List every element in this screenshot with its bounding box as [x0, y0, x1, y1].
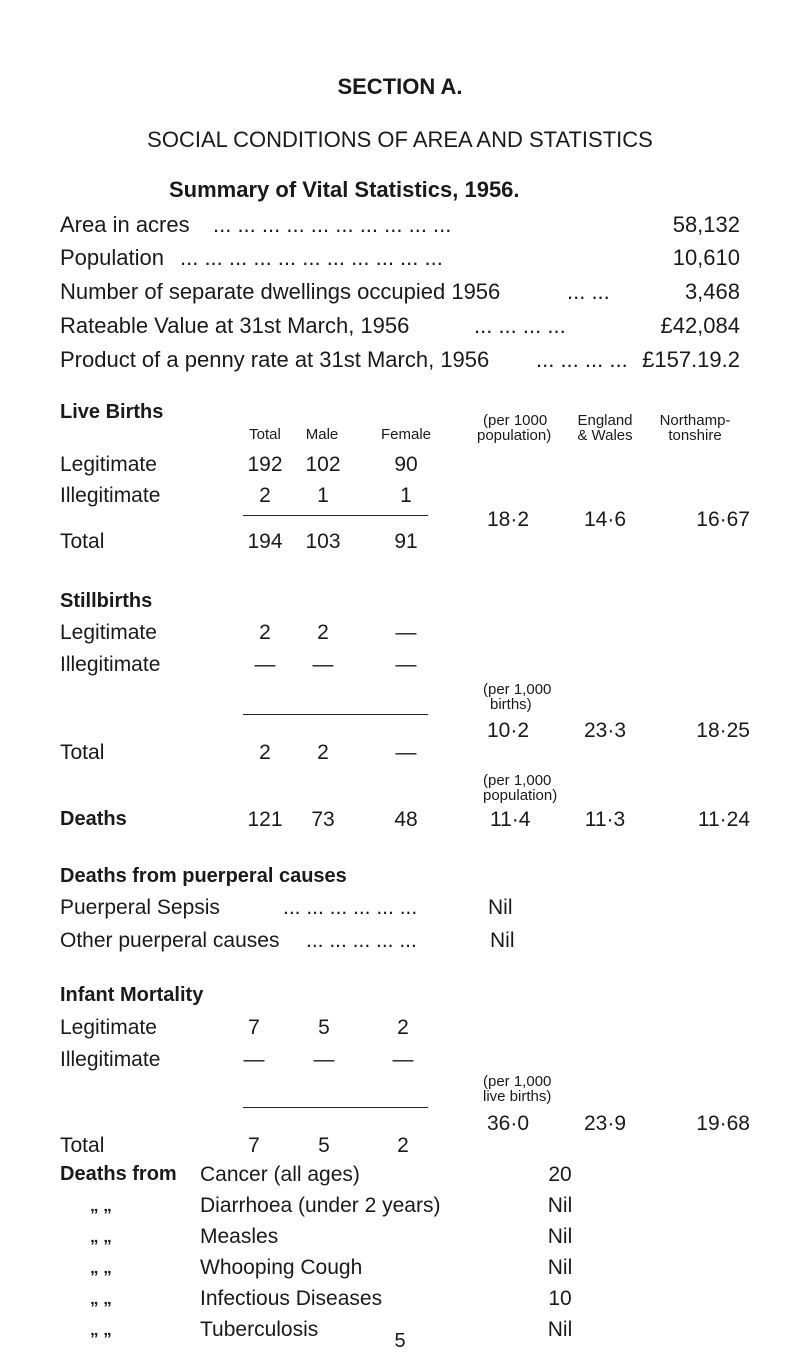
cause-value: Nil: [547, 1318, 573, 1341]
leader-dots: ... ...: [567, 279, 610, 304]
puerperal-heading: Deaths from puerperal causes: [60, 865, 347, 887]
row-label-legitimate: Legitimate: [60, 1016, 157, 1039]
row-label-total: Total: [60, 530, 105, 553]
summary-value-penny-rate: £157.19.2: [642, 347, 740, 372]
summary-title: Summary of Vital Statistics, 1956.: [169, 177, 520, 202]
cause-value: Nil: [547, 1194, 573, 1217]
rate-note-line2: population): [483, 787, 558, 804]
cell-female: 1: [400, 484, 412, 507]
cell-total: 7: [248, 1016, 260, 1039]
cell-total: 121: [247, 808, 283, 831]
cell-male: 102: [305, 453, 341, 476]
summary-label-penny-rate: Product of a penny rate at 31st March, 1956: [60, 347, 490, 372]
summary-label-area: Area in acres: [60, 212, 190, 237]
northants-stillbirths: 18·25: [696, 719, 750, 742]
cause-label: Diarrhoea (under 2 years): [200, 1194, 441, 1217]
cell-female: —: [392, 1048, 414, 1071]
cell-total: 7: [248, 1134, 260, 1157]
rate-note-line2: live births): [483, 1088, 552, 1105]
row-label-total: Total: [60, 1134, 105, 1157]
puerperal-label-other: Other puerperal causes: [60, 929, 280, 952]
infant-mortality-heading: Infant Mortality: [60, 984, 204, 1006]
row-label-illegitimate: Illegitimate: [60, 653, 161, 676]
ditto-mark: „ „: [90, 1196, 112, 1215]
england-stillbirths: 23·3: [583, 719, 627, 742]
col-header-rate-line1: (per 1000: [483, 412, 548, 429]
cell-male: 1: [317, 484, 329, 507]
summary-value-dwellings: 3,468: [684, 279, 740, 304]
main-title: SOCIAL CONDITIONS OF AREA AND STATISTICS: [147, 127, 653, 152]
rate-deaths: 11·4: [490, 808, 531, 831]
stillbirths-heading: Stillbirths: [60, 590, 153, 612]
rate-note-line1: (per 1,000: [483, 1073, 552, 1090]
cause-value: 20: [548, 1163, 572, 1186]
northants-infant-mortality: 19·68: [696, 1112, 750, 1135]
cell-female: 91: [394, 530, 418, 553]
rate-note-line1: (per 1,000: [483, 772, 552, 789]
live-births-heading: Live Births: [60, 401, 164, 423]
col-header-northants-line1: Northamp-: [659, 412, 731, 429]
ditto-mark: „ „: [90, 1227, 112, 1246]
summary-value-area: 58,132: [672, 212, 740, 237]
cell-female: 90: [394, 453, 418, 476]
leader-dots: ... ... ... ...: [474, 313, 566, 338]
cell-female: 48: [394, 808, 418, 831]
cause-value: Nil: [547, 1225, 573, 1248]
cell-male: —: [312, 653, 334, 676]
row-label-illegitimate: Illegitimate: [60, 1048, 161, 1071]
rate-infant-mortality: 36·0: [487, 1112, 530, 1135]
col-header-northants-line2: tonshire: [668, 427, 722, 444]
england-infant-mortality: 23·9: [583, 1112, 627, 1135]
puerperal-value-other: Nil: [490, 929, 515, 952]
sum-rule: [243, 1107, 428, 1108]
summary-value-population: 10,610: [672, 245, 740, 270]
col-header-female: Female: [380, 426, 432, 443]
ditto-mark: „ „: [90, 1320, 112, 1339]
rate-note-line2: births): [490, 696, 532, 713]
puerperal-label-sepsis: Puerperal Sepsis: [60, 896, 220, 919]
cause-label: Infectious Diseases: [200, 1287, 383, 1310]
summary-label-dwellings: Number of separate dwellings occupied 1956: [60, 279, 501, 304]
col-header-total: Total: [249, 426, 281, 443]
row-label-legitimate: Legitimate: [60, 621, 157, 644]
cause-label: Tuberculosis: [200, 1318, 319, 1341]
col-header-rate-line2: population): [477, 427, 552, 444]
leader-dots: ... ... ... ...: [536, 347, 628, 372]
cell-female: —: [395, 621, 417, 644]
summary-label-rateable: Rateable Value at 31st March, 1956: [60, 313, 410, 338]
england-deaths: 11·3: [584, 808, 626, 831]
northants-deaths: 11·24: [697, 808, 750, 831]
col-header-male: Male: [305, 426, 339, 443]
summary-label-population: Population: [60, 245, 164, 270]
cause-value: 10: [548, 1287, 572, 1310]
cell-total: 2: [259, 741, 271, 764]
leader-dots: ... ... ... ... ... ... ... ... ... ...: [213, 212, 452, 237]
ditto-mark: „ „: [90, 1289, 112, 1308]
sum-rule: [243, 515, 428, 516]
cause-label: Whooping Cough: [200, 1256, 363, 1279]
cell-total: 2: [259, 484, 271, 507]
summary-value-rateable: £42,084: [660, 313, 740, 338]
cause-value: Nil: [547, 1256, 573, 1279]
section-heading: SECTION A.: [337, 74, 463, 99]
england-live-births: 14·6: [583, 508, 627, 531]
cell-male: —: [313, 1048, 335, 1071]
ditto-mark: „ „: [90, 1258, 112, 1277]
cell-male: 2: [317, 621, 329, 644]
cell-female: 2: [397, 1016, 409, 1039]
sum-rule: [243, 714, 428, 715]
cell-total: 192: [247, 453, 283, 476]
cell-male: 103: [305, 530, 341, 553]
row-label-total: Total: [60, 741, 105, 764]
cell-female: 2: [397, 1134, 409, 1157]
cell-total: 194: [247, 530, 283, 553]
leader-dots: ... ... ... ... ...: [306, 929, 417, 952]
rate-live-births: 18·2: [487, 508, 530, 531]
cause-label: Cancer (all ages): [200, 1163, 360, 1186]
cell-male: 5: [318, 1134, 330, 1157]
cell-female: —: [395, 741, 417, 764]
cell-male: 2: [317, 741, 329, 764]
causes-lead: Deaths from: [60, 1163, 177, 1185]
cause-label: Measles: [200, 1225, 279, 1248]
rate-note-line1: (per 1,000: [483, 681, 552, 698]
deaths-heading: Deaths: [60, 808, 127, 830]
cell-male: 73: [311, 808, 335, 831]
col-header-england-line2: & Wales: [577, 427, 633, 444]
cell-total: —: [243, 1048, 265, 1071]
cell-female: —: [395, 653, 417, 676]
cell-total: —: [254, 653, 276, 676]
cell-male: 5: [318, 1016, 330, 1039]
leader-dots: ... ... ... ... ... ... ... ... ... ... ...: [180, 245, 443, 270]
row-label-illegitimate: Illegitimate: [60, 484, 161, 507]
page-number: 5: [394, 1330, 406, 1352]
col-header-england-line1: England: [577, 412, 633, 429]
rate-stillbirths: 10·2: [487, 719, 530, 742]
cell-total: 2: [259, 621, 271, 644]
row-label-legitimate: Legitimate: [60, 453, 157, 476]
northants-live-births: 16·67: [696, 508, 750, 531]
puerperal-value-sepsis: Nil: [488, 896, 513, 919]
leader-dots: ... ... ... ... ... ...: [283, 896, 418, 919]
